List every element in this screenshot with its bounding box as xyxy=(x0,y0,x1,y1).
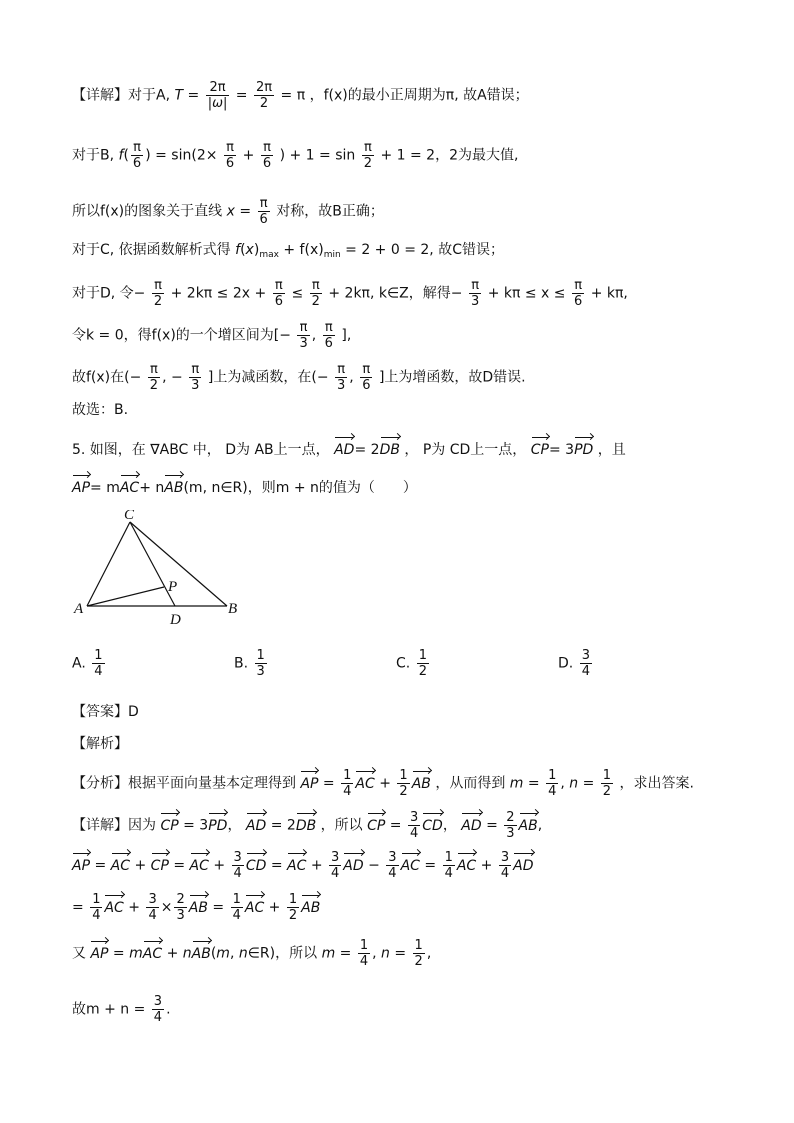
fenxi-line: 【分析】根据平面向量基本定理得到 AP = $\frac{1}{4}$ AC + $\frac{1}{2}$ AB ，从而得到 m = $\frac{1}{4}$ , n = $\frac{1}{2}$ ，求出答案. xyxy=(72,768,694,799)
answer-label: 【答案】D xyxy=(72,704,139,720)
triangle-figure xyxy=(72,510,252,630)
analysis-label: 【解析】 xyxy=(72,736,128,752)
option-a[interactable]: A. $\frac{1}{4}$ xyxy=(72,648,103,679)
monotonic-line: 故f(x)在(− $\frac{\pi}{2}$ , − $\frac{\pi}{3}$ ]上为减函数，在(− $\frac{\pi}{3}$ , $\frac{\pi}{6}$ ]上为增函数，故D错误. xyxy=(72,362,526,393)
option-c[interactable]: C. $\frac{1}{2}$ xyxy=(396,648,427,679)
edge-ac xyxy=(87,522,130,606)
label-p: P xyxy=(168,579,178,595)
segment-ap xyxy=(87,587,164,606)
option-b[interactable]: B. $\frac{1}{3}$ xyxy=(234,648,265,679)
answer-choice-line: 故选：B. xyxy=(72,402,129,418)
option-d[interactable]: D. $\frac{3}{4}$ xyxy=(558,648,590,679)
detail-d-line: 对于D, 令− $\frac{\pi}{2}$ + 2kπ ≤ 2x + $\frac{\pi}{6}$ ≤ $\frac{\pi}{2}$ + 2kπ, k∈Z，解得− $\frac{\pi}{3}$ + kπ ≤ x ≤ $\frac{\pi}{6}$ + kπ, xyxy=(72,278,628,309)
xiangjie-line1: 【详解】因为 CP = 3PD， AD = 2DB ，所以 CP = $\frac{3}{4}$ CD， AD = $\frac{2}{3}$ AB, xyxy=(72,810,543,841)
increase-interval-line: 令k = 0，得f(x)的一个增区间为[− $\frac{\pi}{3}$ , $\frac{\pi}{6}$ ], xyxy=(72,320,352,351)
detail-a-line: 【详解】对于A, T = $\frac{2\pi}{|\omega|}$ = $\frac{2\pi}{2}$ = π ，f(x)的最小正周期为π, 故A错误； xyxy=(72,80,529,111)
question-5-line1: 5. 如图，在 ∇ABC 中， D为 AB上一点， AD= 2DB ， P为 CD上一点， CP= 3PD ，且 xyxy=(72,442,626,458)
question-5-line2: AP= mAC+ nAB(m, n∈R)，则m + n的值为（ ） xyxy=(72,480,417,496)
detail-b-conclusion: 所以f(x)的图象关于直线 x = $\frac{\pi}{6}$ 对称，故B正确； xyxy=(72,196,384,227)
edge-cb xyxy=(130,522,227,606)
detail-c-line: 对于C, 依据函数解析式得 $f(x)_{max} + f(x)_{min} = 2 + 0 = 2$, 故C错误； xyxy=(72,242,504,260)
xiangjie-line2: AP = AC + CP = AC + $\frac{3}{4}$ CD = AC + $\frac{3}{4}$ AD − $\frac{3}{4}$ AC = $\frac{1}{4}$ AC + $\frac{3}{4}$ AD xyxy=(72,850,534,881)
xiangjie-line4: 又 AP = mAC + nAB(m, n∈R)，所以 m = $\frac{1}{4}$ , n = $\frac{1}{2}$ , xyxy=(72,938,432,969)
detail-b-line: 对于B, f( $\frac{\pi}{6}$ ) = sin(2× $\frac{\pi}{6}$ + $\frac{\pi}{6}$ ) + 1 = sin $\frac{\pi}{2}$ + 1 = 2，2为最大值, xyxy=(72,140,519,171)
label-d: D xyxy=(170,612,181,628)
label-a: A xyxy=(74,601,84,617)
xiangjie-line3: = $\frac{1}{4}$ AC + $\frac{3}{4}$ × $\frac{2}{3}$ AB = $\frac{1}{4}$ AC + $\frac{1}{2}$ AB xyxy=(72,892,321,923)
label-b: B xyxy=(228,601,238,617)
label-c: C xyxy=(124,510,135,523)
final-line: 故m + n = $\frac{3}{4}$ . xyxy=(72,994,171,1025)
